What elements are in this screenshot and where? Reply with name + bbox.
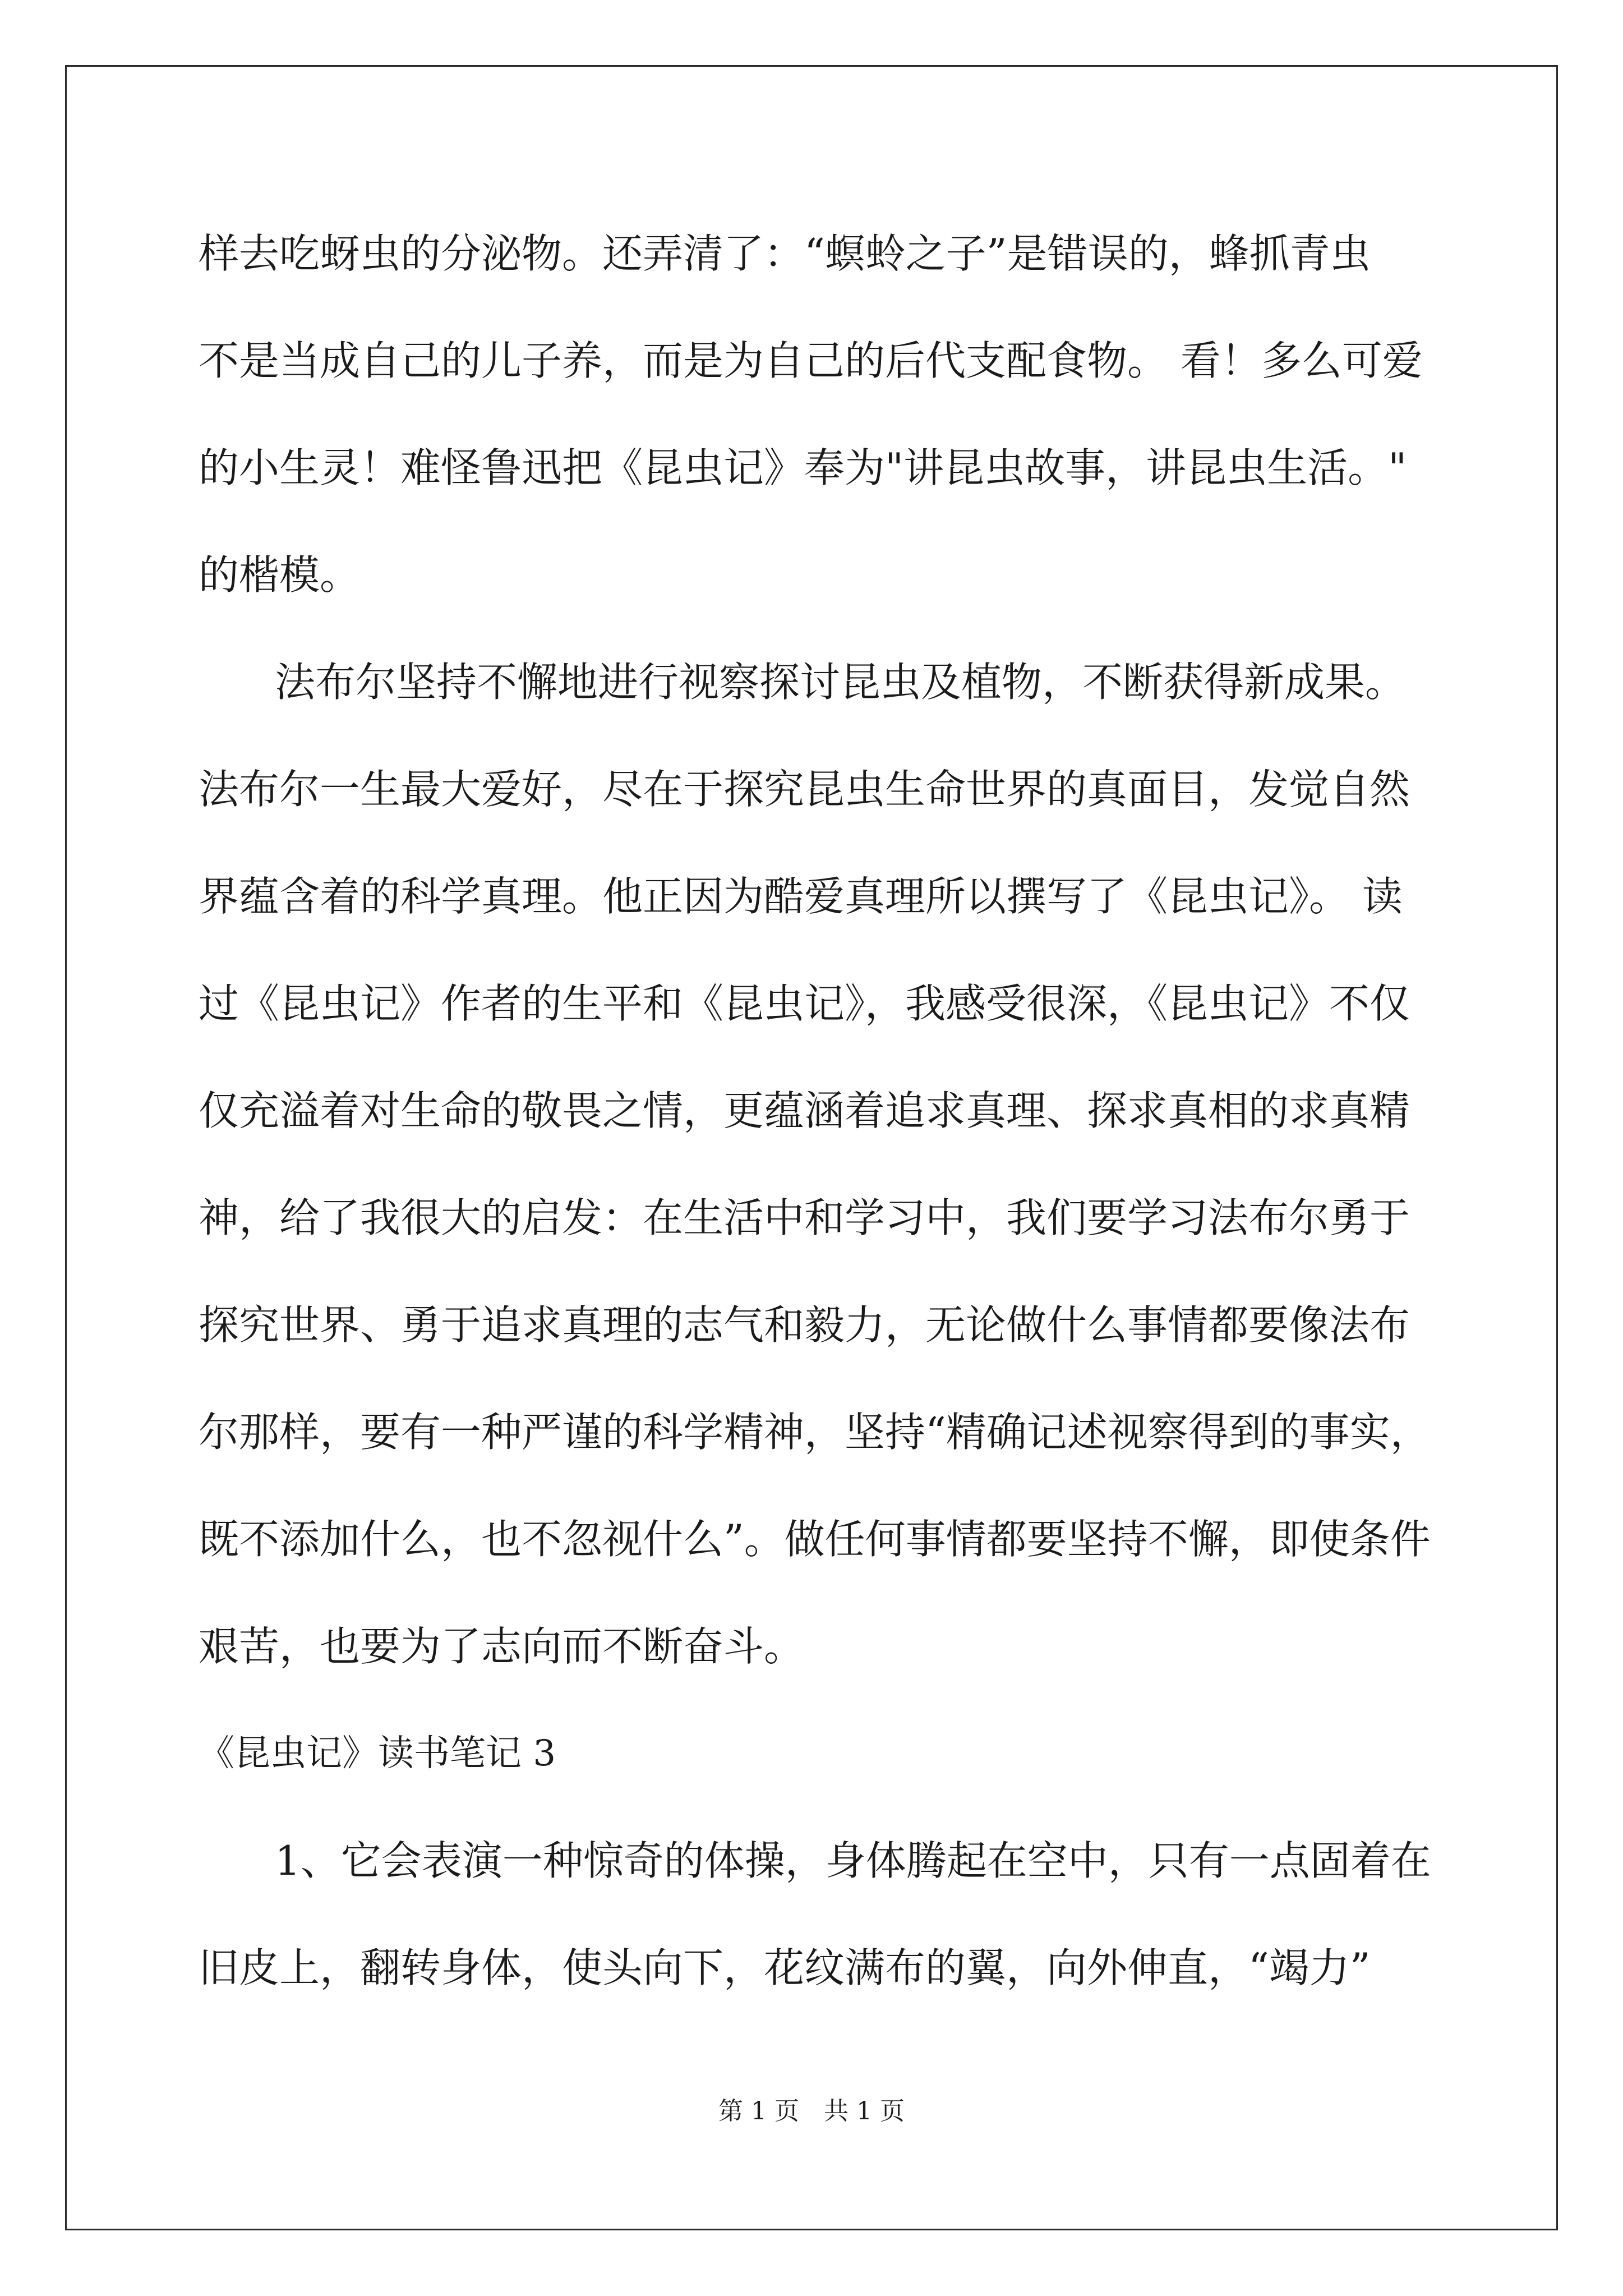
page-footer: 第 1 页 共 1 页: [718, 2097, 905, 2125]
text-line-2: 不是当成自己的儿子养，而是为自己的后代支配食物。 看！多么可爱: [199, 337, 1423, 384]
text-line-6: 法布尔一生最大爱好，尽在于探究昆虫生命世界的真面目，发觉自然: [199, 766, 1410, 813]
text-line-11: 探究世界、勇于追求真理的志气和毅力，无论做什么事情都要像法布: [199, 1301, 1410, 1349]
text-line-7: 界蕴含着的科学真理。他正因为酷爱真理所以撰写了《昆虫记》。 读: [199, 873, 1403, 920]
text-line-16: 1、它会表演一种惊奇的体操，身体腾起在空中，只有一点固着在: [275, 1837, 1431, 1884]
text-line-9: 仅充溢着对生命的敬畏之情，更蕴涵着追求真理、探求真相的求真精: [199, 1087, 1410, 1134]
text-line-12: 尔那样，要有一种严谨的科学精神，坚持“精确记述视察得到的事实，: [199, 1409, 1431, 1456]
text-line-14: 艰苦，也要为了志向而不断奋斗。: [199, 1623, 805, 1670]
text-line-10: 神，给了我很大的启发：在生活中和学习中，我们要学习法布尔勇于: [199, 1194, 1410, 1241]
text-line-4: 的楷模。: [199, 551, 361, 599]
document-body: [199, 220, 1432, 2041]
text-line-8: 过《昆虫记》作者的生平和《昆虫记》，我感受很深，《昆虫记》不仅: [199, 980, 1410, 1027]
text-line-3: 的小生灵！难怪鲁迅把《昆虫记》奉为"讲昆虫故事，讲昆虫生活。": [199, 444, 1407, 491]
section-heading: 《昆虫记》读书笔记 3: [199, 1733, 556, 1774]
text-line-5: 法布尔坚持不懈地进行视察探讨昆虫及植物，不断获得新成果。: [275, 659, 1406, 706]
text-line-13: 既不添加什么，也不忽视什么”。做任何事情都要坚持不懈，即使条件: [199, 1516, 1431, 1563]
text-line-17: 旧皮上，翻转身体，使头向下，花纹满布的翼，向外伸直，“竭力”: [199, 1944, 1371, 1991]
text-line-1: 样去吃蚜虫的分泌物。还弄清了：“螟蛉之子”是错误的，蜂抓青虫: [199, 230, 1371, 277]
